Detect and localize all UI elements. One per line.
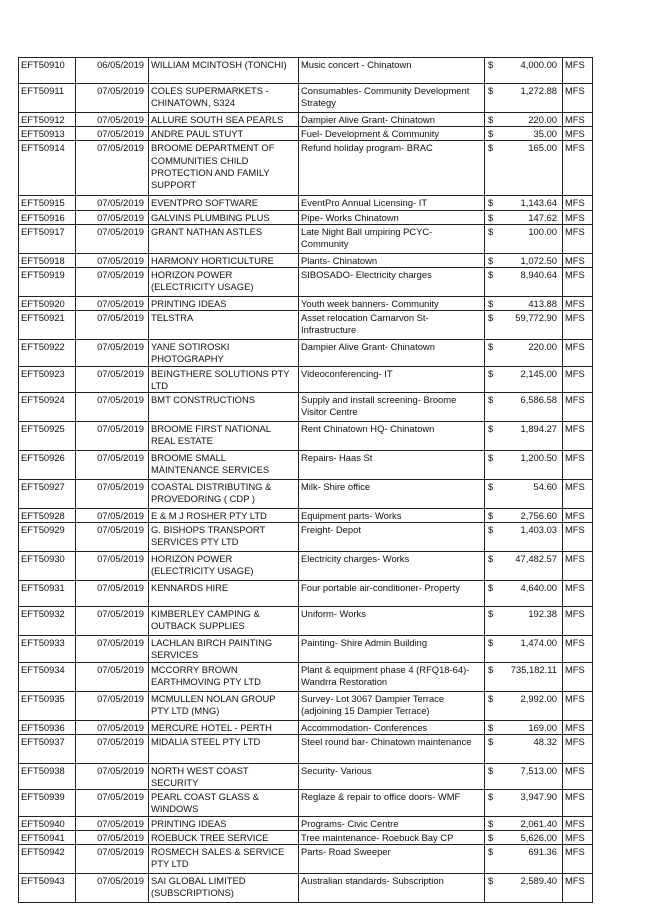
table-body bbox=[19, 58, 593, 903]
cell-description: Music concert - Chinatown bbox=[299, 58, 485, 84]
cell-reference: EFT50941 bbox=[19, 830, 76, 844]
cell-payee: TELSTRA bbox=[149, 311, 299, 340]
cell-reference: EFT50913 bbox=[19, 127, 76, 141]
cell-payee: EVENTPRO SOFTWARE bbox=[149, 196, 299, 210]
cell-amount: 48.32 bbox=[503, 734, 563, 763]
cell-description: Videoconferencing- IT bbox=[299, 366, 485, 392]
table-row bbox=[19, 210, 593, 224]
cell-payee: E & M J ROSHER PTY LTD bbox=[149, 509, 299, 523]
cell-payee: ALLURE SOUTH SEA PEARLS bbox=[149, 113, 299, 127]
table-row bbox=[19, 393, 593, 422]
table-row bbox=[19, 790, 593, 816]
cell-reference: EFT50938 bbox=[19, 763, 76, 789]
cell-description: Equipment parts- Works bbox=[299, 509, 485, 523]
table-row bbox=[19, 552, 593, 581]
cell-payee: ROEBUCK TREE SERVICE bbox=[149, 830, 299, 844]
cell-date: 07/05/2019 bbox=[76, 720, 149, 734]
cell-payee: COLES SUPERMARKETS - CHINATOWN, S324 bbox=[149, 84, 299, 113]
cell-source: MFS bbox=[563, 297, 593, 311]
cell-currency: $ bbox=[485, 734, 503, 763]
cell-source: MFS bbox=[563, 790, 593, 816]
cell-source: MFS bbox=[563, 84, 593, 113]
cell-reference: EFT50923 bbox=[19, 366, 76, 392]
cell-source: MFS bbox=[563, 196, 593, 210]
cell-reference: EFT50933 bbox=[19, 636, 76, 662]
cell-amount: 5,626.00 bbox=[503, 830, 563, 844]
table-row bbox=[19, 874, 593, 903]
cell-date: 07/05/2019 bbox=[76, 830, 149, 844]
cell-date: 07/05/2019 bbox=[76, 845, 149, 874]
table-row bbox=[19, 422, 593, 451]
table-row bbox=[19, 451, 593, 480]
cell-description: Parts- Road Sweeper bbox=[299, 845, 485, 874]
cell-reference: EFT50914 bbox=[19, 141, 76, 196]
cell-source: MFS bbox=[563, 662, 593, 691]
cell-currency: $ bbox=[485, 552, 503, 581]
cell-currency: $ bbox=[485, 210, 503, 224]
cell-currency: $ bbox=[485, 480, 503, 509]
cell-currency: $ bbox=[485, 763, 503, 789]
cell-amount: 2,145.00 bbox=[503, 366, 563, 392]
cell-description: Uniform- Works bbox=[299, 607, 485, 636]
cell-date: 07/05/2019 bbox=[76, 509, 149, 523]
cell-date: 07/05/2019 bbox=[76, 874, 149, 903]
cell-currency: $ bbox=[485, 816, 503, 830]
cell-amount: 35.00 bbox=[503, 127, 563, 141]
cell-reference: EFT50912 bbox=[19, 113, 76, 127]
cell-payee: BROOME SMALL MAINTENANCE SERVICES bbox=[149, 451, 299, 480]
cell-description: Dampier Alive Grant- Chinatown bbox=[299, 340, 485, 366]
cell-amount: 735,182.11 bbox=[503, 662, 563, 691]
table-row bbox=[19, 141, 593, 196]
cell-currency: $ bbox=[485, 224, 503, 253]
cell-amount: 2,756.60 bbox=[503, 509, 563, 523]
cell-source: MFS bbox=[563, 816, 593, 830]
cell-description: Supply and install screening- Broome Visitor Centre bbox=[299, 393, 485, 422]
cell-payee: MIDALIA STEEL PTY LTD bbox=[149, 734, 299, 763]
cell-reference: EFT50927 bbox=[19, 480, 76, 509]
cell-payee: ANDRE PAUL STUYT bbox=[149, 127, 299, 141]
cell-amount: 8,940.64 bbox=[503, 268, 563, 297]
cell-amount: 413.88 bbox=[503, 297, 563, 311]
cell-amount: 165.00 bbox=[503, 141, 563, 196]
cell-source: MFS bbox=[563, 253, 593, 267]
cell-payee: HORIZON POWER (ELECTRICITY USAGE) bbox=[149, 552, 299, 581]
cell-currency: $ bbox=[485, 509, 503, 523]
cell-amount: 2,589.40 bbox=[503, 874, 563, 903]
cell-description: Plants- Chinatown bbox=[299, 253, 485, 267]
table-row bbox=[19, 636, 593, 662]
cell-amount: 47,482.57 bbox=[503, 552, 563, 581]
cell-amount: 4,000.00 bbox=[503, 58, 563, 84]
cell-date: 06/05/2019 bbox=[76, 58, 149, 84]
cell-source: MFS bbox=[563, 581, 593, 607]
cell-source: MFS bbox=[563, 874, 593, 903]
cell-currency: $ bbox=[485, 253, 503, 267]
cell-amount: 1,200.50 bbox=[503, 451, 563, 480]
cell-description: SIBOSADO- Electricity charges bbox=[299, 268, 485, 297]
cell-source: MFS bbox=[563, 480, 593, 509]
cell-date: 07/05/2019 bbox=[76, 210, 149, 224]
cell-description: Australian standards- Subscription bbox=[299, 874, 485, 903]
cell-description: EventPro Annual Licensing- IT bbox=[299, 196, 485, 210]
cell-amount: 691.36 bbox=[503, 845, 563, 874]
table-row bbox=[19, 763, 593, 789]
cell-amount: 147.62 bbox=[503, 210, 563, 224]
cell-currency: $ bbox=[485, 830, 503, 844]
cell-currency: $ bbox=[485, 297, 503, 311]
cell-amount: 192.38 bbox=[503, 607, 563, 636]
cell-reference: EFT50928 bbox=[19, 509, 76, 523]
cell-date: 07/05/2019 bbox=[76, 523, 149, 552]
cell-amount: 1,474.00 bbox=[503, 636, 563, 662]
cell-payee: MCMULLEN NOLAN GROUP PTY LTD (MNG) bbox=[149, 691, 299, 720]
cell-source: MFS bbox=[563, 763, 593, 789]
cell-date: 07/05/2019 bbox=[76, 422, 149, 451]
cell-date: 07/05/2019 bbox=[76, 552, 149, 581]
cell-reference: EFT50924 bbox=[19, 393, 76, 422]
cell-source: MFS bbox=[563, 141, 593, 196]
cell-source: MFS bbox=[563, 210, 593, 224]
cell-reference: EFT50936 bbox=[19, 720, 76, 734]
cell-date: 07/05/2019 bbox=[76, 636, 149, 662]
cell-source: MFS bbox=[563, 720, 593, 734]
cell-date: 07/05/2019 bbox=[76, 790, 149, 816]
table-row bbox=[19, 113, 593, 127]
cell-source: MFS bbox=[563, 127, 593, 141]
cell-amount: 6,586.58 bbox=[503, 393, 563, 422]
cell-payee: HARMONY HORTICULTURE bbox=[149, 253, 299, 267]
cell-payee: PRINTING IDEAS bbox=[149, 816, 299, 830]
cell-date: 07/05/2019 bbox=[76, 662, 149, 691]
cell-reference: EFT50925 bbox=[19, 422, 76, 451]
cell-source: MFS bbox=[563, 552, 593, 581]
cell-date: 07/05/2019 bbox=[76, 393, 149, 422]
cell-source: MFS bbox=[563, 268, 593, 297]
cell-amount: 1,072.50 bbox=[503, 253, 563, 267]
cell-currency: $ bbox=[485, 127, 503, 141]
cell-payee: PRINTING IDEAS bbox=[149, 297, 299, 311]
cell-payee: KENNARDS HIRE bbox=[149, 581, 299, 607]
cell-amount: 4,640.00 bbox=[503, 581, 563, 607]
cell-currency: $ bbox=[485, 113, 503, 127]
cell-payee: GALVINS PLUMBING PLUS bbox=[149, 210, 299, 224]
table-row bbox=[19, 581, 593, 607]
cell-source: MFS bbox=[563, 393, 593, 422]
cell-amount: 100.00 bbox=[503, 224, 563, 253]
cell-amount: 7,513.00 bbox=[503, 763, 563, 789]
cell-date: 07/05/2019 bbox=[76, 480, 149, 509]
cell-source: MFS bbox=[563, 422, 593, 451]
cell-description: Youth week banners- Community bbox=[299, 297, 485, 311]
cell-source: MFS bbox=[563, 451, 593, 480]
cell-source: MFS bbox=[563, 224, 593, 253]
cell-date: 07/05/2019 bbox=[76, 297, 149, 311]
cell-amount: 169.00 bbox=[503, 720, 563, 734]
cell-currency: $ bbox=[485, 581, 503, 607]
cell-payee: G. BISHOPS TRANSPORT SERVICES PTY LTD bbox=[149, 523, 299, 552]
cell-reference: EFT50921 bbox=[19, 311, 76, 340]
table-row bbox=[19, 127, 593, 141]
cell-source: MFS bbox=[563, 366, 593, 392]
cell-source: MFS bbox=[563, 734, 593, 763]
table-row bbox=[19, 845, 593, 874]
cell-description: Plant & equipment phase 4 (RFQ18-64)- Wandrra Restoration bbox=[299, 662, 485, 691]
cell-date: 07/05/2019 bbox=[76, 196, 149, 210]
cell-description: Refund holiday program- BRAC bbox=[299, 141, 485, 196]
cell-payee: ROSMECH SALES & SERVICE PTY LTD bbox=[149, 845, 299, 874]
cell-source: MFS bbox=[563, 845, 593, 874]
cell-description: Accommodation- Conferences bbox=[299, 720, 485, 734]
cell-payee: HORIZON POWER (ELECTRICITY USAGE) bbox=[149, 268, 299, 297]
cell-payee: MCCORRY BROWN EARTHMOVING PTY LTD bbox=[149, 662, 299, 691]
cell-date: 07/05/2019 bbox=[76, 113, 149, 127]
table-row bbox=[19, 830, 593, 844]
cell-payee: LACHLAN BIRCH PAINTING SERVICES bbox=[149, 636, 299, 662]
cell-date: 07/05/2019 bbox=[76, 451, 149, 480]
cell-date: 07/05/2019 bbox=[76, 734, 149, 763]
cell-currency: $ bbox=[485, 662, 503, 691]
cell-description: Survey- Lot 3067 Dampier Terrace (adjoining 15 Dampier Terrace) bbox=[299, 691, 485, 720]
cell-amount: 1,143.64 bbox=[503, 196, 563, 210]
table-row bbox=[19, 196, 593, 210]
cell-amount: 2,061.40 bbox=[503, 816, 563, 830]
cell-description: Freight- Depot bbox=[299, 523, 485, 552]
cell-source: MFS bbox=[563, 340, 593, 366]
cell-date: 07/05/2019 bbox=[76, 340, 149, 366]
cell-reference: EFT50929 bbox=[19, 523, 76, 552]
cell-description: Painting- Shire Admin Building bbox=[299, 636, 485, 662]
table-row bbox=[19, 523, 593, 552]
cell-date: 07/05/2019 bbox=[76, 311, 149, 340]
table-row bbox=[19, 480, 593, 509]
cell-payee: BROOME FIRST NATIONAL REAL ESTATE bbox=[149, 422, 299, 451]
cell-reference: EFT50939 bbox=[19, 790, 76, 816]
cell-payee: SAI GLOBAL LIMITED (SUBSCRIPTIONS) bbox=[149, 874, 299, 903]
table-row bbox=[19, 366, 593, 392]
cell-description: Fuel- Development & Community bbox=[299, 127, 485, 141]
cell-source: MFS bbox=[563, 509, 593, 523]
cell-description: Programs- Civic Centre bbox=[299, 816, 485, 830]
cell-currency: $ bbox=[485, 523, 503, 552]
cell-currency: $ bbox=[485, 366, 503, 392]
cell-reference: EFT50910 bbox=[19, 58, 76, 84]
cell-payee: KIMBERLEY CAMPING & OUTBACK SUPPLIES bbox=[149, 607, 299, 636]
cell-reference: EFT50940 bbox=[19, 816, 76, 830]
cell-reference: EFT50934 bbox=[19, 662, 76, 691]
cell-description: Security- Various bbox=[299, 763, 485, 789]
cell-currency: $ bbox=[485, 311, 503, 340]
cell-date: 07/05/2019 bbox=[76, 691, 149, 720]
cell-currency: $ bbox=[485, 720, 503, 734]
cell-reference: EFT50943 bbox=[19, 874, 76, 903]
table-row bbox=[19, 720, 593, 734]
cell-description: Late Night Ball umpiring PCYC- Community bbox=[299, 224, 485, 253]
cell-description: Reglaze & repair to office doors- WMF bbox=[299, 790, 485, 816]
cell-source: MFS bbox=[563, 691, 593, 720]
cell-payee: GRANT NATHAN ASTLES bbox=[149, 224, 299, 253]
payments-table bbox=[18, 57, 593, 903]
cell-currency: $ bbox=[485, 451, 503, 480]
cell-date: 07/05/2019 bbox=[76, 607, 149, 636]
table-row bbox=[19, 662, 593, 691]
cell-currency: $ bbox=[485, 141, 503, 196]
table-row bbox=[19, 311, 593, 340]
cell-currency: $ bbox=[485, 607, 503, 636]
cell-reference: EFT50916 bbox=[19, 210, 76, 224]
cell-source: MFS bbox=[563, 58, 593, 84]
cell-payee: COASTAL DISTRIBUTING & PROVEDORING ( CDP ) bbox=[149, 480, 299, 509]
cell-date: 07/05/2019 bbox=[76, 127, 149, 141]
cell-payee: NORTH WEST COAST SECURITY bbox=[149, 763, 299, 789]
cell-date: 07/05/2019 bbox=[76, 253, 149, 267]
cell-currency: $ bbox=[485, 84, 503, 113]
cell-source: MFS bbox=[563, 523, 593, 552]
cell-source: MFS bbox=[563, 607, 593, 636]
cell-amount: 220.00 bbox=[503, 113, 563, 127]
cell-source: MFS bbox=[563, 311, 593, 340]
cell-source: MFS bbox=[563, 636, 593, 662]
table-row bbox=[19, 607, 593, 636]
cell-reference: EFT50915 bbox=[19, 196, 76, 210]
cell-amount: 1,272.88 bbox=[503, 84, 563, 113]
cell-currency: $ bbox=[485, 636, 503, 662]
cell-date: 07/05/2019 bbox=[76, 141, 149, 196]
cell-reference: EFT50931 bbox=[19, 581, 76, 607]
cell-date: 07/05/2019 bbox=[76, 224, 149, 253]
cell-reference: EFT50917 bbox=[19, 224, 76, 253]
cell-payee: BEINGTHERE SOLUTIONS PTY LTD bbox=[149, 366, 299, 392]
cell-date: 07/05/2019 bbox=[76, 581, 149, 607]
cell-payee: WILLIAM MCINTOSH (TONCHI) bbox=[149, 58, 299, 84]
cell-description: Repairs- Haas St bbox=[299, 451, 485, 480]
cell-amount: 54.60 bbox=[503, 480, 563, 509]
cell-description: Dampier Alive Grant- Chinatown bbox=[299, 113, 485, 127]
cell-description: Consumables- Community Development Strategy bbox=[299, 84, 485, 113]
cell-reference: EFT50920 bbox=[19, 297, 76, 311]
cell-reference: EFT50922 bbox=[19, 340, 76, 366]
table-row bbox=[19, 224, 593, 253]
cell-currency: $ bbox=[485, 691, 503, 720]
cell-payee: YANE SOTIROSKI PHOTOGRAPHY bbox=[149, 340, 299, 366]
table-row bbox=[19, 816, 593, 830]
cell-description: Rent Chinatown HQ- Chinatown bbox=[299, 422, 485, 451]
cell-currency: $ bbox=[485, 340, 503, 366]
table-row bbox=[19, 268, 593, 297]
cell-currency: $ bbox=[485, 845, 503, 874]
cell-date: 07/05/2019 bbox=[76, 84, 149, 113]
table-row bbox=[19, 340, 593, 366]
cell-reference: EFT50937 bbox=[19, 734, 76, 763]
cell-currency: $ bbox=[485, 196, 503, 210]
cell-description: Asset relocation Carnarvon St- Infrastructure bbox=[299, 311, 485, 340]
cell-source: MFS bbox=[563, 113, 593, 127]
cell-currency: $ bbox=[485, 58, 503, 84]
table-row bbox=[19, 58, 593, 84]
cell-date: 07/05/2019 bbox=[76, 763, 149, 789]
cell-reference: EFT50919 bbox=[19, 268, 76, 297]
cell-description: Tree maintenance- Roebuck Bay CP bbox=[299, 830, 485, 844]
table-row bbox=[19, 691, 593, 720]
cell-amount: 220.00 bbox=[503, 340, 563, 366]
cell-description: Pipe- Works Chinatown bbox=[299, 210, 485, 224]
cell-reference: EFT50935 bbox=[19, 691, 76, 720]
cell-payee: BROOME DEPARTMENT OF COMMUNITIES CHILD PROTECTION AND FAMILY SUPPORT bbox=[149, 141, 299, 196]
cell-amount: 59,772.90 bbox=[503, 311, 563, 340]
cell-date: 07/05/2019 bbox=[76, 268, 149, 297]
cell-description: Four portable air-conditioner- Property bbox=[299, 581, 485, 607]
table-row bbox=[19, 734, 593, 763]
cell-amount: 3,947.90 bbox=[503, 790, 563, 816]
cell-reference: EFT50932 bbox=[19, 607, 76, 636]
cell-description: Electricity charges- Works bbox=[299, 552, 485, 581]
cell-payee: MERCURE HOTEL - PERTH bbox=[149, 720, 299, 734]
cell-reference: EFT50930 bbox=[19, 552, 76, 581]
cell-payee: PEARL COAST GLASS & WINDOWS bbox=[149, 790, 299, 816]
cell-reference: EFT50918 bbox=[19, 253, 76, 267]
cell-amount: 2,992.00 bbox=[503, 691, 563, 720]
table-row bbox=[19, 253, 593, 267]
cell-currency: $ bbox=[485, 790, 503, 816]
cell-reference: EFT50911 bbox=[19, 84, 76, 113]
cell-amount: 1,403.03 bbox=[503, 523, 563, 552]
cell-currency: $ bbox=[485, 874, 503, 903]
cell-currency: $ bbox=[485, 268, 503, 297]
cell-date: 07/05/2019 bbox=[76, 366, 149, 392]
cell-source: MFS bbox=[563, 830, 593, 844]
table-row bbox=[19, 509, 593, 523]
cell-date: 07/05/2019 bbox=[76, 816, 149, 830]
table-row bbox=[19, 84, 593, 113]
table-row bbox=[19, 297, 593, 311]
cell-currency: $ bbox=[485, 422, 503, 451]
cell-description: Milk- Shire office bbox=[299, 480, 485, 509]
cell-reference: EFT50942 bbox=[19, 845, 76, 874]
cell-description: Steel round bar- Chinatown maintenance bbox=[299, 734, 485, 763]
cell-reference: EFT50926 bbox=[19, 451, 76, 480]
cell-payee: BMT CONSTRUCTIONS bbox=[149, 393, 299, 422]
cell-currency: $ bbox=[485, 393, 503, 422]
cell-amount: 1,894.27 bbox=[503, 422, 563, 451]
